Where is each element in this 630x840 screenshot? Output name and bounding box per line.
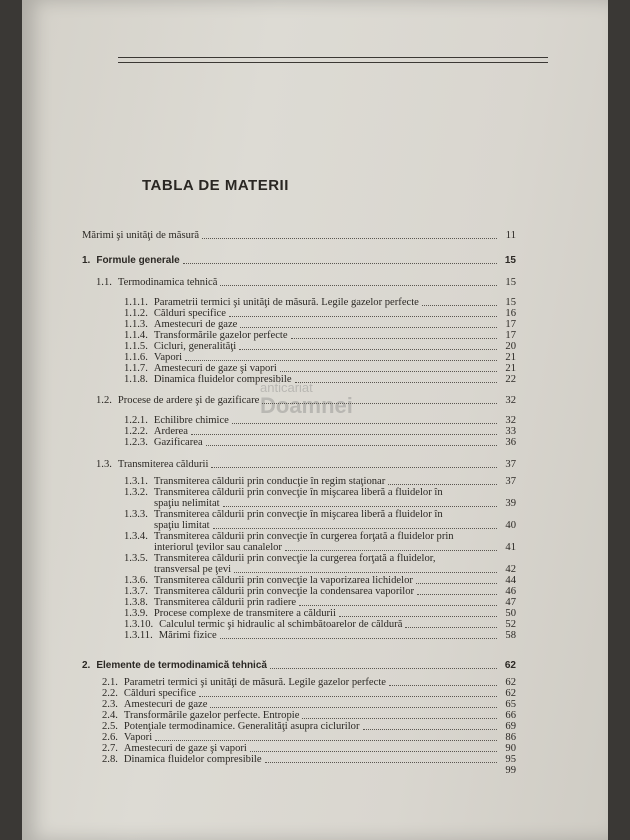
toc-entry-number: 1.1.7. (124, 363, 148, 374)
toc-entry-number: 1.3.8. (124, 597, 148, 608)
toc-entry-number: 2.8. (102, 754, 118, 765)
toc-entry-number: 1.3.3. (124, 509, 148, 520)
toc-entry-number: 1. (82, 255, 91, 266)
toc-page-number: 39 (505, 498, 516, 509)
toc-entry-number: 2.4. (102, 710, 118, 721)
toc-leader-dots (417, 594, 497, 595)
toc-entry-number: 1.3.9. (124, 608, 148, 619)
toc-page-number: 15 (505, 277, 516, 288)
table-of-contents (22, 0, 608, 840)
toc-entry-title: Procese de ardere şi de gazificare (117, 395, 260, 406)
toc-entry-number: 1.1.6. (124, 352, 148, 363)
toc-page-number: 15 (504, 255, 516, 266)
toc-entry-number: 1.3.2. (124, 487, 148, 498)
toc-entry-number: 1.3.4. (124, 531, 148, 542)
toc-leader-dots (405, 627, 497, 628)
toc-leader-dots (199, 696, 497, 697)
toc-leader-dots (206, 445, 497, 446)
toc-entry-title: Amestecuri de gaze (153, 319, 238, 330)
toc-page-number: 99 (505, 765, 516, 776)
toc-entry-title: Transmiterea căldurii prin convecţie la condensarea vaporilor (153, 586, 415, 597)
toc-page-number: 50 (505, 608, 516, 619)
toc-entry-title: Vapori (153, 352, 183, 363)
toc-entry-title: interiorul ţevilor sau canalelor (154, 542, 282, 553)
toc-entry-title: Mărimi şi unităţi de măsură (82, 230, 200, 241)
watermark-big: Doamnei (260, 393, 353, 418)
toc-leader-dots (202, 238, 497, 239)
toc-entry-title: Transmiterea căldurii prin convecţie la vaporizarea lichidelor (153, 575, 413, 586)
toc-entry-number: 2.3. (102, 699, 118, 710)
toc-entry-number: 1.2.1. (124, 415, 148, 426)
toc-leader-dots (270, 668, 497, 669)
toc-entry-title: Călduri specifice (123, 688, 196, 699)
toc-page-number: 52 (505, 619, 516, 630)
toc-entry-title: Elemente de termodinamică tehnică (96, 660, 267, 671)
toc-entry (124, 374, 516, 386)
toc-entry-number: 2.1. (102, 677, 118, 688)
toc-entry-title: Mărimi fizice (158, 630, 217, 641)
toc-page-number: 41 (505, 542, 516, 553)
toc-leader-dots (262, 403, 497, 404)
toc-entry-title: Calculul termic şi hidraulic al schimbătoarelor de căldură (159, 619, 403, 630)
toc-leader-dots (223, 506, 497, 507)
toc-entry (82, 255, 516, 267)
toc-entry-title: transversal pe ţevi (154, 564, 232, 575)
toc-leader-dots (291, 338, 497, 339)
toc-entry-title: Procese complexe de transmitere a căldurii (153, 608, 336, 619)
toc-page-number: 37 (505, 476, 516, 487)
toc-page-number: 66 (505, 710, 516, 721)
toc-page-number: 69 (505, 721, 516, 732)
toc-entry-title: Călduri specifice (153, 308, 226, 319)
toc-page-number: 17 (505, 330, 516, 341)
toc-leader-dots (191, 434, 497, 435)
toc-entry-title: Amestecuri de gaze şi vapori (153, 363, 277, 374)
book-page (22, 0, 608, 840)
toc-entry-number: 1.1.2. (124, 308, 148, 319)
toc-entry (82, 660, 516, 672)
toc-entry-title: Transmiterea căldurii prin convecţie în mişcarea liberă a fluidelor în (153, 487, 443, 498)
toc-page-number: 42 (505, 564, 516, 575)
toc-entry-title: Transformările gazelor perfecte (153, 330, 288, 341)
toc-page-number: 11 (505, 230, 516, 241)
toc-entry-title: Echilibre chimice (153, 415, 229, 426)
toc-entry-number: 2.6. (102, 732, 118, 743)
toc-leader-dots (213, 528, 497, 529)
toc-page-number: 46 (505, 586, 516, 597)
toc-entry (82, 230, 516, 242)
toc-leader-dots (363, 729, 497, 730)
toc-page-number: 65 (505, 699, 516, 710)
toc-entry-title: Transmiterea căldurii prin convecţie în mişcarea liberă a fluidelor în (153, 509, 443, 520)
toc-leader-dots (155, 740, 497, 741)
toc-leader-dots (339, 616, 497, 617)
toc-leader-dots (285, 550, 497, 551)
toc-page-number: 62 (505, 677, 516, 688)
toc-entry-title: Amestecuri de gaze (123, 699, 208, 710)
toc-page-number: 20 (505, 341, 516, 352)
toc-entry-title: spaţiu nelimitat (154, 498, 220, 509)
toc-leader-dots (302, 718, 497, 719)
toc-entry-number: 2.7. (102, 743, 118, 754)
toc-leader-dots (232, 423, 497, 424)
toc-leader-dots (299, 605, 497, 606)
toc-entry-number: 2. (82, 660, 91, 671)
toc-entry-title: Transmiterea căldurii prin conducţie în regim staţionar (153, 476, 386, 487)
toc-entry-number: 1.1.5. (124, 341, 148, 352)
toc-entry-number: 2.5. (102, 721, 118, 732)
toc-entry-number: 1.3.5. (124, 553, 148, 564)
toc-entry-number: 1.3.11. (124, 630, 153, 641)
toc-entry-title: Arderea (153, 426, 188, 437)
toc-page-number: 90 (505, 743, 516, 754)
toc-entry-title: Potenţiale termodinamice. Generalităţi asupra ciclurilor (123, 721, 360, 732)
toc-entry-title: Parametri termici şi unităţi de măsură. Legile gazelor perfecte (123, 677, 386, 688)
toc-leader-dots (211, 467, 497, 468)
toc-entry-title: Amestecuri de gaze şi vapori (123, 743, 247, 754)
toc-entry-number: 1.1.1. (124, 297, 148, 308)
toc-entry-number: 1.2.2. (124, 426, 148, 437)
toc-entry (96, 395, 516, 407)
toc-leader-dots (250, 751, 497, 752)
toc-page-number: 86 (505, 732, 516, 743)
toc-page-number: 95 (505, 754, 516, 765)
toc-entry-title: Termodinamica tehnică (117, 277, 218, 288)
toc-entry-title: Transmiterea căldurii prin convecţie în curgerea forţată a fluidelor prin (153, 531, 454, 542)
toc-leader-dots (183, 263, 497, 264)
toc-entry-number: 2.2. (102, 688, 118, 699)
toc-entry-title: Vapori (123, 732, 153, 743)
toc-page-number: 21 (505, 363, 516, 374)
toc-leader-dots (422, 305, 497, 306)
toc-entry (96, 459, 516, 471)
toc-leader-dots (280, 371, 497, 372)
toc-page-number: 62 (504, 660, 516, 671)
toc-entry-title: Formule generale (96, 255, 180, 266)
toc-entry-number: 1.3.1. (124, 476, 148, 487)
toc-entry (124, 437, 516, 449)
toc-entry-number: 1.3. (96, 459, 112, 470)
toc-page-number: 32 (505, 395, 516, 406)
toc-leader-dots (229, 316, 497, 317)
toc-page-number: 21 (505, 352, 516, 363)
toc-leader-dots (295, 382, 497, 383)
toc-entry-number: 1.2. (96, 395, 112, 406)
toc-page-number: 58 (505, 630, 516, 641)
toc-leader-dots (220, 285, 497, 286)
toc-entry-title: Transmiterea căldurii prin radiere (153, 597, 297, 608)
toc-entry-number: 1.1. (96, 277, 112, 288)
toc-leader-dots (220, 638, 497, 639)
toc-leader-dots (210, 707, 497, 708)
toc-leader-dots (389, 685, 497, 686)
toc-page-number: 36 (505, 437, 516, 448)
toc-entry-number: 1.3.6. (124, 575, 148, 586)
toc-entry-title: Parametrii termici şi unităţi de măsură. Legile gazelor perfecte (153, 297, 419, 308)
toc-page-number: 40 (505, 520, 516, 531)
toc-leader-dots (265, 762, 497, 763)
toc-page-number: 62 (505, 688, 516, 699)
toc-entry-number: 1.1.8. (124, 374, 148, 385)
toc-entry-title: Transmiterea căldurii (117, 459, 209, 470)
toc-entry (96, 277, 516, 289)
watermark-small: anticariat (260, 380, 313, 395)
toc-page-number: 16 (505, 308, 516, 319)
toc-entry-title: Dinamica fluidelor compresibile (153, 374, 292, 385)
toc-leader-dots (240, 327, 497, 328)
toc-entry-number: 1.1.4. (124, 330, 148, 341)
toc-entry-number: 1.2.3. (124, 437, 148, 448)
toc-entry-title: Dinamica fluidelor compresibile (123, 754, 262, 765)
toc-entry (124, 630, 516, 642)
toc-page-number: 33 (505, 426, 516, 437)
toc-page-number: 17 (505, 319, 516, 330)
toc-entry-number: 1.1.3. (124, 319, 148, 330)
toc-entry-number: 1.3.10. (124, 619, 154, 630)
toc-entry-title: Transmiterea căldurii prin convecţie la curgerea forţată a fluidelor, (153, 553, 436, 564)
toc-leader-dots (234, 572, 497, 573)
toc-entry-title: Cicluri, generalităţi (153, 341, 237, 352)
toc-leader-dots (239, 349, 497, 350)
toc-page-number: 22 (505, 374, 516, 385)
toc-page-number: 44 (505, 575, 516, 586)
toc-entry-title: Transformările gazelor perfecte. Entropie (123, 710, 300, 721)
toc-page-number: 15 (505, 297, 516, 308)
toc-leader-dots (185, 360, 497, 361)
page-title: TABLA DE MATERII (142, 177, 289, 194)
toc-entry-title: Gazificarea (153, 437, 203, 448)
toc-entry-number: 1.3.7. (124, 586, 148, 597)
toc-page-number: 37 (505, 459, 516, 470)
toc-entry-title: spaţiu limitat (154, 520, 210, 531)
toc-page-number: 32 (505, 415, 516, 426)
toc-leader-dots (416, 583, 497, 584)
toc-entry (102, 765, 516, 777)
toc-leader-dots (388, 484, 497, 485)
toc-page-number: 47 (505, 597, 516, 608)
